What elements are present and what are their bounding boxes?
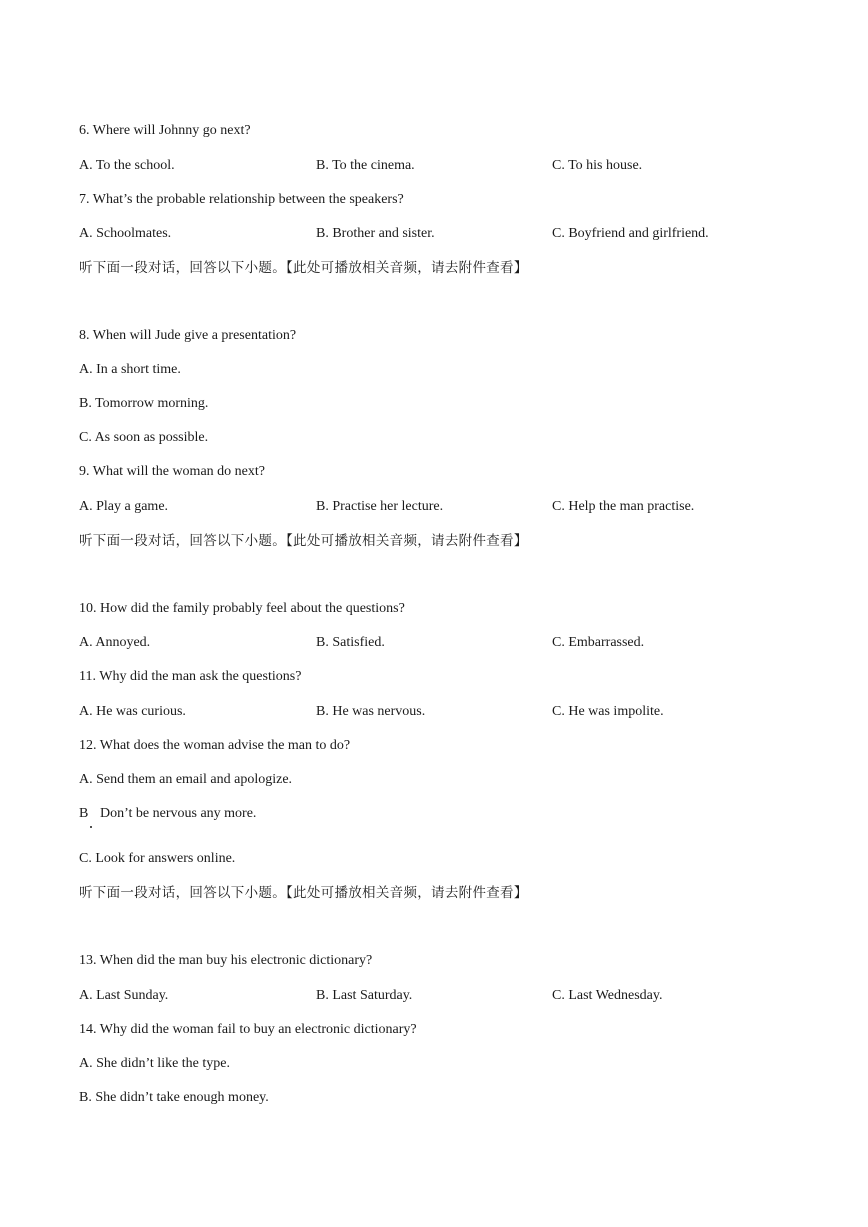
q11-option-c: C. He was impolite.: [552, 704, 664, 719]
q12-option-c: C. Look for answers online.: [79, 851, 236, 866]
q10-option-b: B. Satisfied.: [316, 635, 385, 650]
question-11: 11. Why did the man ask the questions?: [79, 669, 302, 684]
q10-option-a: A. Annoyed.: [79, 635, 151, 650]
q13-option-c: C. Last Wednesday.: [552, 988, 663, 1003]
q12-option-b-text: Don’t be nervous any more.: [100, 806, 257, 821]
q9-option-a: A. Play a game.: [79, 499, 169, 514]
q9-option-b: B. Practise her lecture.: [316, 499, 444, 514]
listening-instruction: 听下面一段对话，回答以下小题。【此处可播放相关音频，请去附件查看】: [79, 260, 528, 276]
listening-instruction: 听下面一段对话，回答以下小题。【此处可播放相关音频，请去附件查看】: [79, 533, 528, 549]
q6-option-b: B. To the cinema.: [316, 158, 415, 173]
listening-instruction: 听下面一段对话，回答以下小题。【此处可播放相关音频，请去附件查看】: [79, 885, 528, 901]
q12-option-a: A. Send them an email and apologize.: [79, 772, 293, 787]
q8-option-b: B. Tomorrow morning.: [79, 396, 209, 411]
q7-option-a: A. Schoolmates.: [79, 226, 172, 241]
question-8: 8. When will Jude give a presentation?: [79, 328, 297, 343]
stray-dot: [90, 826, 92, 828]
q7-option-b: B. Brother and sister.: [316, 226, 435, 241]
question-9: 9. What will the woman do next?: [79, 464, 265, 479]
q13-option-a: A. Last Sunday.: [79, 988, 169, 1003]
q6-option-c: C. To his house.: [552, 158, 643, 173]
q14-option-b: B. She didn’t take enough money.: [79, 1090, 269, 1105]
question-12: 12. What does the woman advise the man to do?: [79, 738, 351, 753]
q11-option-b: B. He was nervous.: [316, 704, 426, 719]
question-13: 13. When did the man buy his electronic dictionary?: [79, 953, 373, 968]
q8-option-c: C. As soon as possible.: [79, 430, 209, 445]
question-10: 10. How did the family probably feel about the questions?: [79, 601, 405, 616]
q13-option-b: B. Last Saturday.: [316, 988, 413, 1003]
question-6: 6. Where will Johnny go next?: [79, 123, 251, 138]
q8-option-a: A. In a short time.: [79, 362, 181, 377]
question-7: 7. What’s the probable relationship between the speakers?: [79, 192, 404, 207]
q12-option-b-letter: B: [79, 806, 89, 821]
q6-option-a: A. To the school.: [79, 158, 175, 173]
q7-option-c: C. Boyfriend and girlfriend.: [552, 226, 709, 241]
q9-option-c: C. Help the man practise.: [552, 499, 695, 514]
q14-option-a: A. She didn’t like the type.: [79, 1056, 230, 1071]
q11-option-a: A. He was curious.: [79, 704, 186, 719]
q10-option-c: C. Embarrassed.: [552, 635, 645, 650]
question-14: 14. Why did the woman fail to buy an electronic dictionary?: [79, 1022, 417, 1037]
